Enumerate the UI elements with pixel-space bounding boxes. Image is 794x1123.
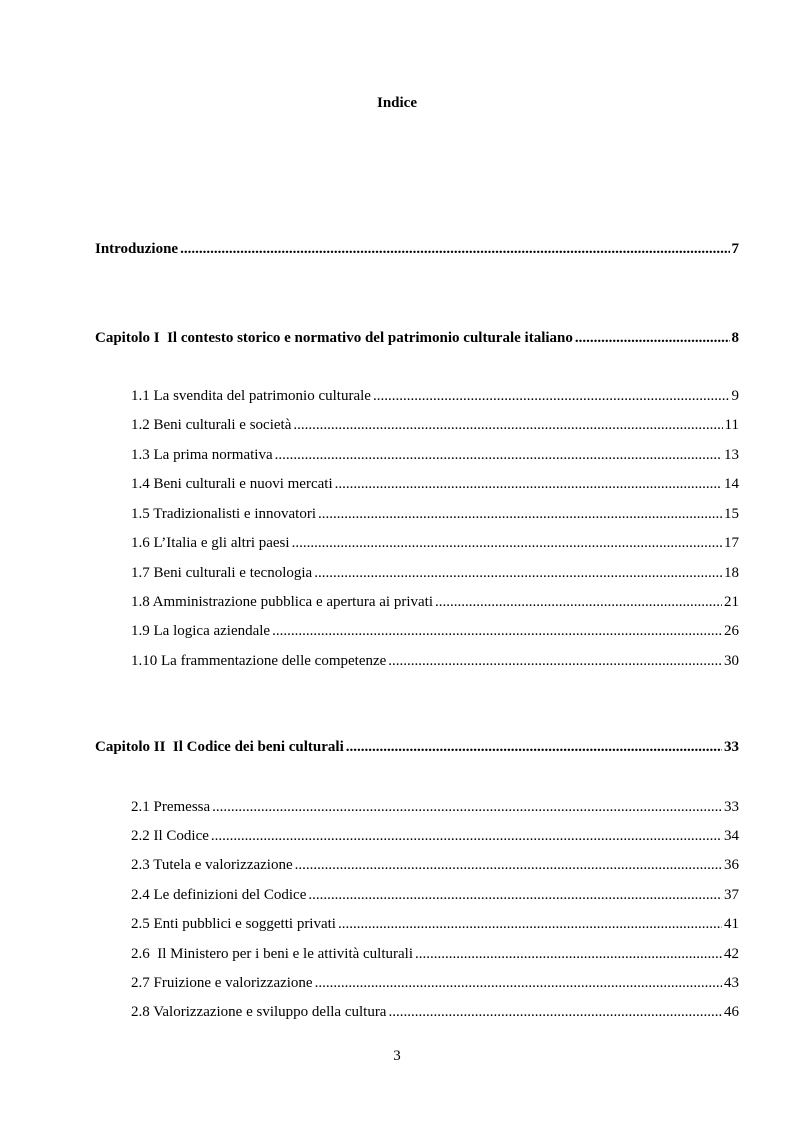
toc-entry-page: 8 (731, 330, 739, 346)
dot-leader (338, 916, 722, 933)
toc-entry-label: 2.8 Valorizzazione e sviluppo della cultura (131, 1004, 387, 1020)
toc-entry-page: 17 (724, 535, 739, 551)
toc-entry-section[interactable] (131, 828, 739, 845)
toc-entry-page: 13 (724, 447, 739, 463)
toc-entry-section[interactable] (131, 653, 739, 670)
toc-entry-page: 26 (724, 623, 739, 639)
toc-entry-page: 33 (724, 739, 739, 755)
toc-entry-page: 34 (724, 828, 739, 844)
toc-entry-page: 42 (724, 946, 739, 962)
page-number: 3 (393, 1048, 401, 1064)
dot-leader (388, 1004, 722, 1021)
toc-entry-label: 1.10 La frammentazione delle competenze (131, 653, 387, 669)
dot-leader (435, 594, 722, 611)
toc-entry-label: 1.2 Beni culturali e società (131, 417, 292, 433)
toc-entry-section[interactable] (131, 857, 739, 874)
toc-entry-section[interactable] (131, 388, 739, 405)
dot-leader (575, 330, 730, 347)
toc-entry-label: 2.4 Le definizioni del Codice (131, 887, 307, 903)
toc-entry-label: 1.5 Tradizionalisti e innovatori (131, 506, 316, 522)
toc-entry-page: 30 (724, 653, 739, 669)
toc-entry-label: 2.6 Il Ministero per i beni e le attività culturali (131, 946, 414, 962)
toc-entry-label: 2.1 Premessa (131, 799, 211, 815)
dot-leader (211, 828, 722, 845)
toc-entry-section[interactable] (131, 535, 739, 552)
dot-leader (275, 447, 722, 464)
dot-leader (318, 506, 722, 523)
dot-leader (388, 653, 722, 670)
toc-entry-page: 18 (724, 565, 739, 581)
dot-leader (212, 799, 722, 816)
toc-entry-page: 21 (724, 594, 739, 610)
toc-entry-page: 43 (724, 975, 739, 991)
toc-entry-page: 36 (724, 857, 739, 873)
toc-entry-page: 33 (724, 799, 739, 815)
toc-entry-section[interactable] (131, 1004, 739, 1021)
toc-entry-section[interactable] (131, 417, 739, 434)
dot-leader (308, 887, 722, 904)
toc-entry-label: 2.5 Enti pubblici e soggetti privati (131, 916, 336, 932)
dot-leader (335, 476, 722, 493)
toc-entry-section[interactable] (131, 799, 739, 816)
dot-leader (180, 241, 729, 258)
dot-leader (292, 535, 722, 552)
toc-entry-chapter-1[interactable] (95, 330, 739, 347)
toc-entry-section[interactable] (131, 476, 739, 493)
toc-entry-label: Capitolo II Il Codice dei beni culturali (95, 739, 344, 755)
toc-entry-section[interactable] (131, 916, 739, 933)
page-title: Indice (376, 95, 417, 111)
dot-leader (314, 565, 722, 582)
toc-entry-label: Introduzione (95, 241, 179, 257)
toc-entry-label: Capitolo I Il contesto storico e normativo del patrimonio culturale italiano (95, 330, 573, 346)
toc-entry-label: 1.6 L’Italia e gli altri paesi (131, 535, 290, 551)
dot-leader (373, 388, 730, 405)
toc-entry-section[interactable] (131, 887, 739, 904)
toc-entry-label: 2.7 Fruizione e valorizzazione (131, 975, 313, 991)
toc-entry-label: 1.9 La logica aziendale (131, 623, 271, 639)
toc-entry-page: 14 (724, 476, 739, 492)
toc-entry-section[interactable] (131, 623, 739, 640)
toc-entry-section[interactable] (131, 447, 739, 464)
toc-entry-page: 15 (724, 506, 739, 522)
toc-entry-section[interactable] (131, 506, 739, 523)
toc-entry-section[interactable] (131, 594, 739, 611)
toc-entry-label: 2.2 Il Codice (131, 828, 209, 844)
toc-entry-section[interactable] (131, 946, 739, 963)
dot-leader (272, 623, 722, 640)
toc-entry-label: 1.3 La prima normativa (131, 447, 273, 463)
toc-entry-label: 1.8 Amministrazione pubblica e apertura ai privati (131, 594, 433, 610)
toc-entry-page: 7 (731, 241, 739, 257)
toc-entry-page: 37 (724, 887, 739, 903)
toc-entry-chapter-2[interactable] (95, 739, 739, 756)
toc-entry-introduction[interactable] (95, 241, 739, 258)
toc-entry-label: 2.3 Tutela e valorizzazione (131, 857, 293, 873)
dot-leader (293, 417, 722, 434)
toc-entry-section[interactable] (131, 975, 739, 992)
toc-entry-label: 1.4 Beni culturali e nuovi mercati (131, 476, 333, 492)
toc-entry-page: 9 (731, 388, 739, 404)
toc-entry-page: 41 (724, 916, 739, 932)
dot-leader (415, 946, 722, 963)
toc-entry-page: 11 (724, 417, 739, 433)
toc-entry-section[interactable] (131, 565, 739, 582)
toc-entry-label: 1.7 Beni culturali e tecnologia (131, 565, 313, 581)
dot-leader (295, 857, 722, 874)
dot-leader (315, 975, 722, 992)
dot-leader (346, 739, 722, 756)
toc-entry-page: 46 (724, 1004, 739, 1020)
toc-entry-label: 1.1 La svendita del patrimonio culturale (131, 388, 371, 404)
